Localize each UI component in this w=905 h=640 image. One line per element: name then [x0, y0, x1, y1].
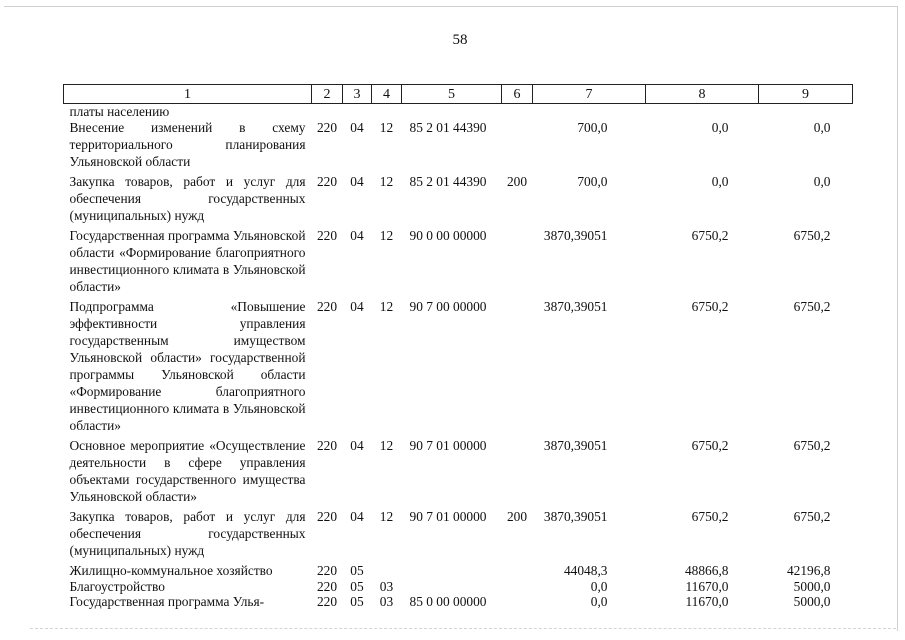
- row-code-3: 04: [350, 509, 364, 524]
- row-code-2: 220: [316, 438, 338, 453]
- table-row: [64, 104, 853, 120]
- row-value-8: 0,0: [711, 174, 729, 189]
- row-value-8: 48866,8: [684, 563, 729, 578]
- row-code-3: 05: [350, 594, 364, 609]
- header-col-3: 3: [343, 85, 372, 104]
- column-number-header: [64, 85, 853, 104]
- row-code-4: 12: [379, 174, 394, 189]
- header-col-9: 9: [759, 85, 853, 104]
- page-number: 58: [452, 32, 468, 48]
- row-value-7: 700,0: [577, 120, 608, 135]
- table-row: [64, 119, 853, 170]
- row-value-9: 6750,2: [793, 228, 831, 243]
- row-code-2: 220: [316, 174, 338, 189]
- row-value-7: 0,0: [590, 579, 608, 594]
- row-code-5: 85 0 00 00000: [409, 594, 487, 609]
- row-value-9: 6750,2: [793, 509, 831, 524]
- header-col-6: 6: [502, 85, 533, 104]
- row-code-5: 85 2 01 44390: [409, 174, 487, 189]
- row-code-2: 220: [316, 509, 338, 524]
- page-bottom-edge: [30, 628, 896, 629]
- row-code-5: 90 0 00 00000: [409, 228, 487, 243]
- table-row: [64, 559, 853, 579]
- row-code-5: [402, 579, 502, 594]
- row-value-7: 3870,39051: [543, 299, 608, 314]
- row-code-6: 200: [506, 509, 528, 524]
- budget-table: [63, 84, 853, 609]
- table-row: [64, 579, 853, 594]
- row-name: Закупка товаров, работ и услуг для обеспечения государственных (муниципальных) нужд: [69, 509, 306, 558]
- row-code-4: 03: [379, 579, 394, 594]
- row-code-6: 200: [506, 174, 528, 189]
- row-code-6: [502, 559, 533, 579]
- row-name: Основное мероприятие «Осуществление деятельности в сфере управления объектами государственного имущества Ульяновской области»: [69, 438, 306, 504]
- row-name: платы населению: [69, 104, 170, 119]
- row-code-5: 90 7 01 00000: [409, 438, 487, 453]
- row-code-4: 12: [379, 509, 394, 524]
- row-value-7: 0,0: [590, 594, 608, 609]
- table-row: [64, 224, 853, 295]
- row-code-5: 90 7 01 00000: [409, 509, 487, 524]
- header-col-7: 7: [533, 85, 646, 104]
- row-code-3: 05: [350, 579, 364, 594]
- row-value-7: 3870,39051: [543, 438, 608, 453]
- row-code-2: [312, 104, 343, 120]
- row-name: Благоустройство: [69, 579, 165, 594]
- row-code-4: 12: [379, 299, 394, 314]
- table-row: [64, 295, 853, 434]
- row-name: Государственная программа Улья-: [69, 594, 265, 609]
- row-value-8: 11670,0: [685, 579, 729, 594]
- table-row: [64, 594, 853, 609]
- row-value-7: 3870,39051: [543, 509, 608, 524]
- row-code-5: [402, 559, 502, 579]
- row-value-9: 5000,0: [793, 579, 831, 594]
- row-code-4: [372, 559, 402, 579]
- row-code-4: [372, 104, 402, 120]
- row-code-3: 04: [350, 228, 364, 243]
- row-code-6: [502, 579, 533, 594]
- row-code-2: 220: [316, 299, 338, 314]
- row-code-4: 12: [379, 438, 394, 453]
- row-code-5: 85 2 01 44390: [409, 120, 487, 135]
- header-col-8: 8: [646, 85, 759, 104]
- row-name: Жилищно-коммунальное хозяйство: [69, 563, 273, 578]
- row-value-7: 700,0: [577, 174, 608, 189]
- row-code-2: 220: [316, 579, 338, 594]
- row-name: Подпрограмма «Повышение эффективности управления государственным имуществом Ульяновской области» государственной программы Ульяновской области «Формирование благоприятного инвестиционного климата в Ульяновской области»: [69, 299, 306, 433]
- row-value-9: [759, 104, 853, 120]
- table-row: [64, 505, 853, 559]
- table-row: [64, 434, 853, 505]
- row-code-3: 04: [350, 174, 364, 189]
- header-col-5: 5: [402, 85, 502, 104]
- row-code-2: 220: [316, 228, 338, 243]
- row-value-9: 42196,8: [786, 563, 831, 578]
- row-value-9: 0,0: [813, 174, 831, 189]
- row-name: Внесение изменений в схему территориального планирования Ульяновской области: [69, 120, 306, 169]
- row-value-8: 6750,2: [691, 438, 729, 453]
- row-code-3: [343, 104, 372, 120]
- row-value-9: 6750,2: [793, 438, 831, 453]
- row-name: Государственная программа Ульяновской области «Формирование благоприятного инвестиционного климата в Ульяновской области»: [69, 228, 306, 294]
- header-col-4: 4: [372, 85, 402, 104]
- row-code-4: 12: [379, 120, 394, 135]
- row-value-8: 6750,2: [691, 299, 729, 314]
- row-value-8: [646, 104, 759, 120]
- row-code-2: 220: [316, 120, 338, 135]
- row-code-6: [502, 295, 533, 434]
- row-value-7: [533, 104, 646, 120]
- row-code-3: 05: [350, 563, 364, 578]
- row-code-3: 04: [350, 299, 364, 314]
- row-code-4: 03: [379, 594, 394, 609]
- row-name: Закупка товаров, работ и услуг для обеспечения государственных (муниципальных) нужд: [69, 174, 306, 223]
- row-value-9: 6750,2: [793, 299, 831, 314]
- row-code-6: [502, 119, 533, 170]
- row-code-4: 12: [379, 228, 394, 243]
- header-col-2: 2: [312, 85, 343, 104]
- row-value-7: 3870,39051: [543, 228, 608, 243]
- row-value-9: 0,0: [813, 120, 831, 135]
- row-value-8: 6750,2: [691, 228, 729, 243]
- row-code-6: [502, 594, 533, 609]
- row-code-5: [402, 104, 502, 120]
- row-code-5: 90 7 00 00000: [409, 299, 487, 314]
- row-value-9: 5000,0: [793, 594, 831, 609]
- row-value-7: 44048,3: [563, 563, 608, 578]
- row-code-2: 220: [316, 563, 338, 578]
- table-row: [64, 170, 853, 224]
- row-code-3: 04: [350, 438, 364, 453]
- row-value-8: 0,0: [711, 120, 729, 135]
- row-code-6: [502, 434, 533, 505]
- row-value-8: 11670,0: [685, 594, 729, 609]
- row-code-6: [502, 224, 533, 295]
- row-code-2: 220: [316, 594, 338, 609]
- row-code-3: 04: [350, 120, 364, 135]
- row-code-6: [502, 104, 533, 120]
- row-value-8: 6750,2: [691, 509, 729, 524]
- header-col-1: 1: [64, 85, 312, 104]
